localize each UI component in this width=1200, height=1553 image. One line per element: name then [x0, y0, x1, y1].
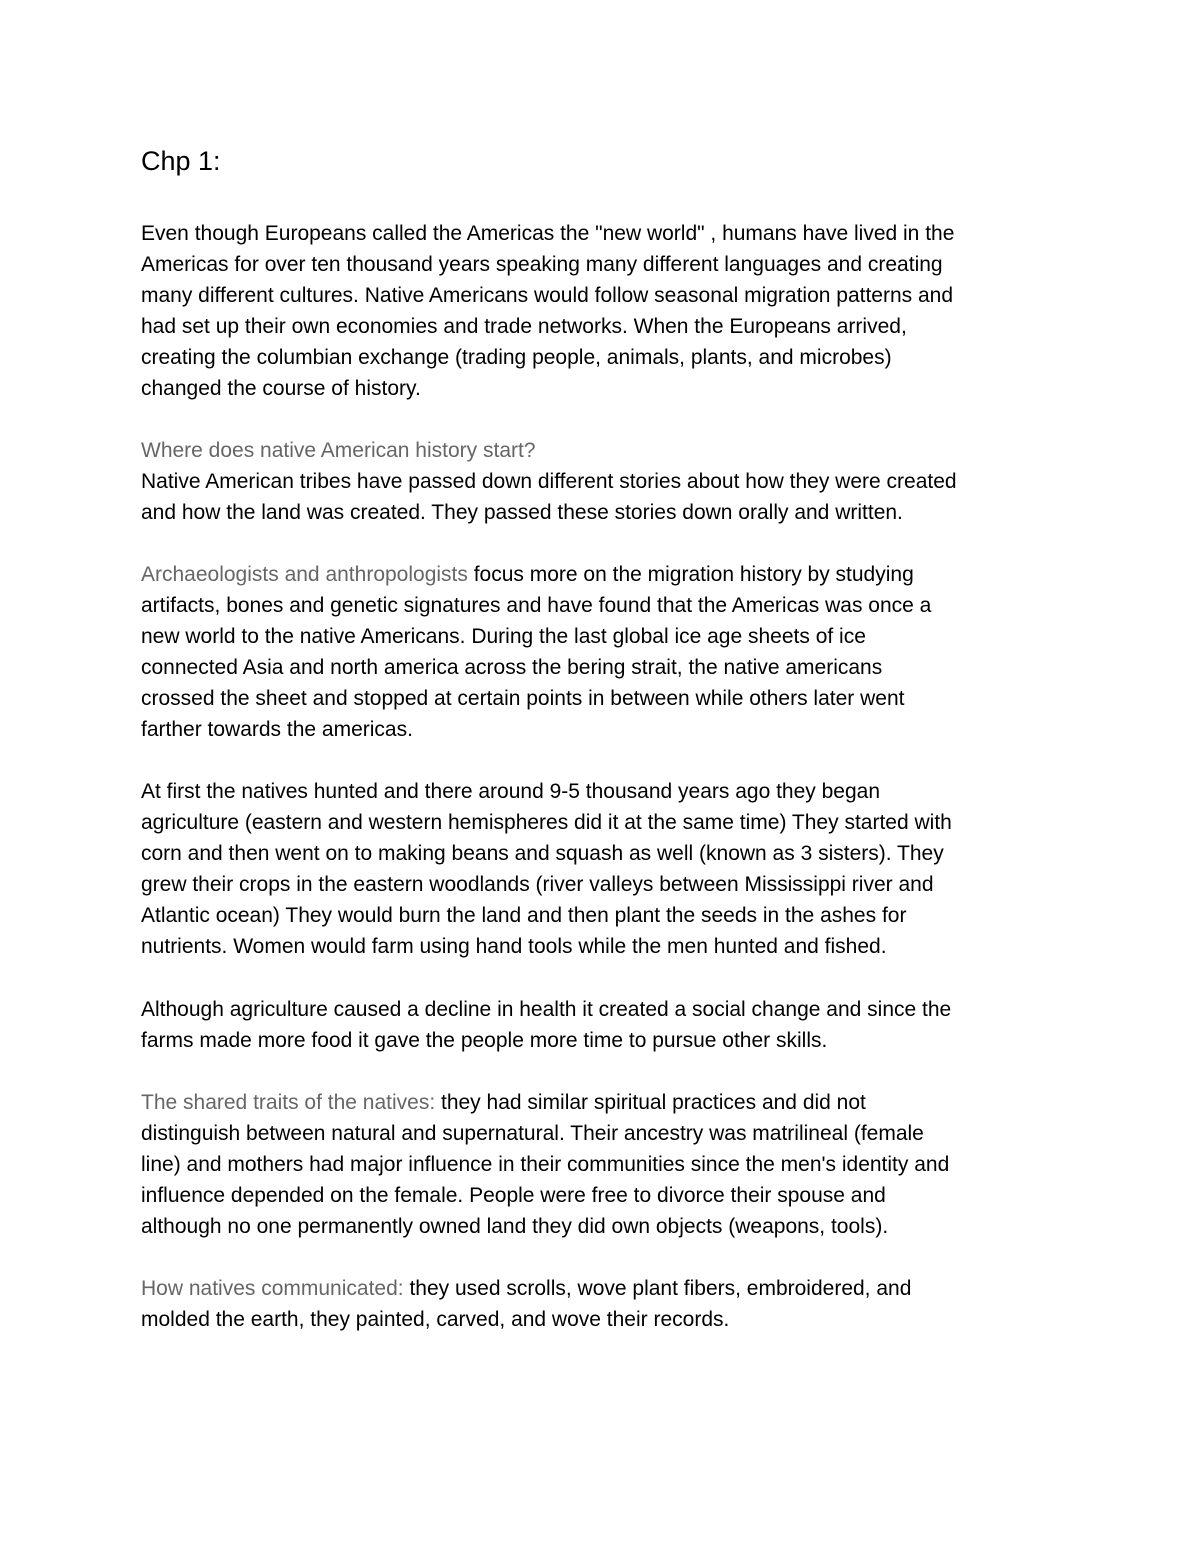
text-line: Although agriculture caused a decline in health it created a social change and since the: [141, 998, 952, 1021]
text-line: agriculture (eastern and western hemispheres did it at the same time) They started with: [141, 811, 952, 834]
text-line: [141, 559, 1076, 590]
text-line: Atlantic ocean) They would burn the land and then plant the seeds in the ashes for: [141, 904, 907, 927]
paragraph-history-start: [141, 435, 1076, 528]
text-line: connected Asia and north america across the bering strait, the native americans: [141, 656, 883, 679]
paragraph-agriculture: [141, 776, 1076, 962]
text-line: farms made more food it gave the people more time to pursue other skills.: [141, 1029, 828, 1052]
text-line: changed the course of history.: [141, 377, 421, 400]
text-line: and how the land was created. They passed these stories down orally and written.: [141, 501, 903, 524]
text-line: although no one permanently owned land they did own objects (weapons, tools).: [141, 1215, 889, 1238]
text-line: line) and mothers had major influence in their communities since the men's identity and: [141, 1153, 950, 1176]
paragraph-shared-traits: [141, 1087, 1076, 1242]
section-label: How natives communicated:: [141, 1277, 404, 1300]
text-line: [141, 1087, 1076, 1118]
text-line: At first the natives hunted and there around 9-5 thousand years ago they began: [141, 780, 881, 803]
text-line: Native American tribes have passed down different stories about how they were created: [141, 470, 957, 493]
text-line: many different cultures. Native Americans would follow seasonal migration patterns and: [141, 284, 954, 307]
text-run: focus more on the migration history by studying: [467, 563, 914, 586]
text-line: Even though Europeans called the Americas the "new world" , humans have lived in the: [141, 222, 955, 245]
text-line: crossed the sheet and stopped at certain points in between while others later went: [141, 687, 905, 710]
text-line: nutrients. Women would farm using hand tools while the men hunted and fished.: [141, 935, 887, 958]
text-run: they had similar spiritual practices and did not: [435, 1091, 866, 1114]
text-line: farther towards the americas.: [141, 718, 413, 741]
text-line: distinguish between natural and supernatural. Their ancestry was matrilineal (female: [141, 1122, 924, 1145]
text-line: [141, 1273, 1076, 1304]
text-line: influence depended on the female. People were free to divorce their spouse and: [141, 1184, 886, 1207]
text-line: had set up their own economies and trade networks. When the Europeans arrived,: [141, 315, 907, 338]
text-line: grew their crops in the eastern woodlands (river valleys between Mississippi river and: [141, 873, 934, 896]
text-line: new world to the native Americans. During the last global ice age sheets of ice: [141, 625, 866, 648]
text-line: creating the columbian exchange (trading people, animals, plants, and microbes): [141, 346, 892, 369]
paragraph-intro: [141, 218, 1076, 404]
paragraph-communication: [141, 1273, 1076, 1335]
paragraph-archaeologists: [141, 559, 1076, 745]
paragraph-social-change: [141, 994, 1076, 1056]
text-line: artifacts, bones and genetic signatures and have found that the Americas was once a: [141, 594, 932, 617]
text-line: molded the earth, they painted, carved, and wove their records.: [141, 1308, 730, 1331]
text-line: corn and then went on to making beans and squash as well (known as 3 sisters). They: [141, 842, 944, 865]
section-label: Archaeologists and anthropologists: [141, 563, 468, 586]
section-question: Where does native American history start?: [141, 439, 536, 462]
text-line: Americas for over ten thousand years speaking many different languages and creating: [141, 253, 943, 276]
chapter-title: Chp 1:: [141, 146, 221, 176]
text-run: they used scrolls, wove plant fibers, embroidered, and: [403, 1277, 912, 1300]
section-label: The shared traits of the natives:: [141, 1091, 436, 1114]
